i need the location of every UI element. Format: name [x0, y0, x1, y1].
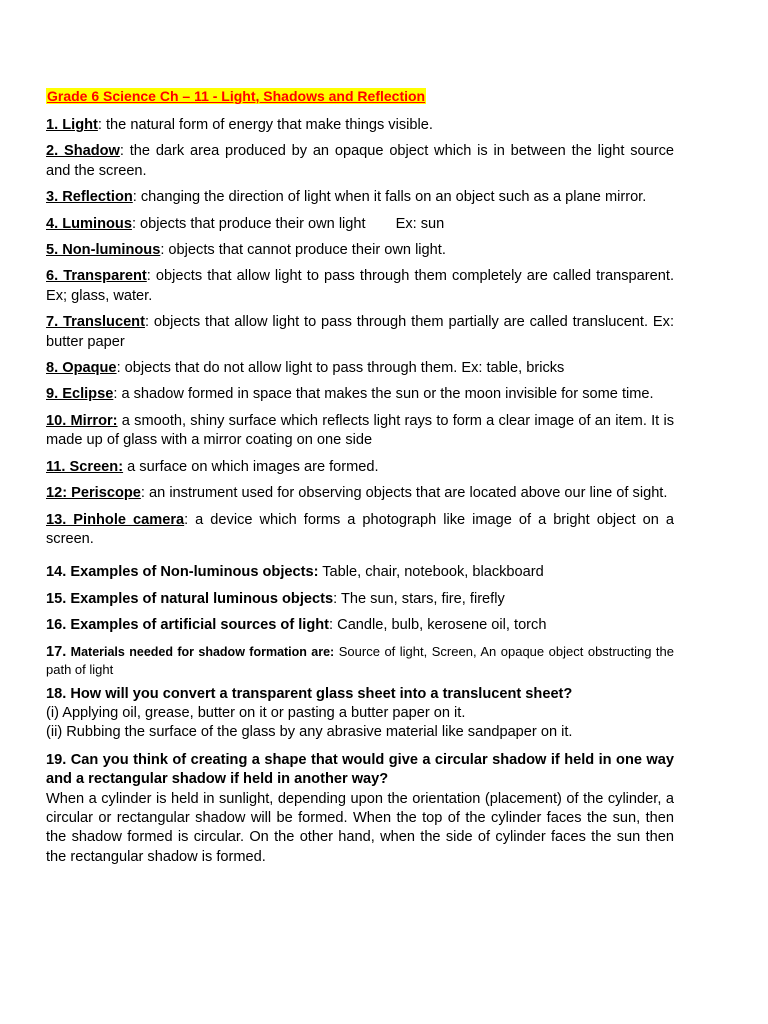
term-text: a smooth, shiny surface which reflects light rays to form a clear image of an item. It is made up of glass with a mirror coating on one side: [46, 412, 674, 449]
definition-transparent: [46, 267, 674, 306]
question-19: [46, 751, 674, 867]
term-label: 4. Luminous: [46, 215, 132, 232]
term-text: : a device which forms a photograph like image of a bright object on a screen.: [46, 511, 674, 547]
definition-light: [46, 116, 674, 135]
term-label: 6. Transparent: [46, 268, 147, 285]
definition-screen: [46, 458, 674, 477]
term-text: : a shadow formed in space that makes the sun or the moon invisible for some time.: [113, 386, 654, 403]
example-text: Table, chair, notebook, blackboard: [318, 564, 544, 581]
term-text: : objects that produce their own light: [131, 215, 366, 232]
definition-shadow: [46, 142, 674, 181]
term-label: 2. Shadow: [46, 143, 120, 160]
term-label: 7. Translucent: [46, 314, 145, 331]
examples-natural-luminous: [46, 590, 674, 609]
definition-periscope: [46, 484, 674, 503]
term-example: Ex: sun: [395, 215, 445, 232]
term-label: 5. Non-luminous: [46, 242, 161, 259]
term-label: 3. Reflection: [46, 189, 133, 206]
answer-line: (ii) Rubbing the surface of the glass by any abrasive material like sandpaper on it.: [46, 724, 573, 741]
item-text: Source of light, Screen, An opaque object obstructing the path of light: [46, 643, 675, 677]
item-number: 17: [46, 643, 63, 660]
term-label: 8. Opaque: [46, 360, 117, 377]
question-18: [46, 685, 674, 743]
example-text: : Candle, bulb, kerosene oil, torch: [329, 617, 547, 634]
term-text: a surface on which images are formed.: [123, 458, 379, 475]
term-text: : objects that do not allow light to pass through them. Ex: table, bricks: [116, 360, 565, 377]
example-label: 14. Examples of Non-luminous objects:: [46, 564, 319, 581]
answer-text: When a cylinder is held in sunlight, depending upon the orientation (placement) of the cylinder, a circular or rectangular shadow will be formed. When the top of the cylinder faces the sun, then the shadow formed is circular. On the other hand, when the side of cylinder faces the sun then the rectangular shadow is formed.: [46, 790, 674, 865]
question-text: 19. Can you think of creating a shape that would give a circular shadow if held in one way and a rectangular shadow if held in another way?: [46, 751, 674, 788]
answer-line: (i) Applying oil, grease, butter on it or pasting a butter paper on it.: [46, 704, 466, 721]
definition-translucent: [46, 313, 674, 352]
example-text: : The sun, stars, fire, firefly: [333, 590, 505, 607]
examples-non-luminous: [46, 563, 674, 582]
definition-pinhole-camera: [46, 511, 674, 550]
definition-reflection: [46, 188, 674, 207]
document-body: [46, 116, 674, 874]
definition-opaque: [46, 359, 674, 378]
term-text: : changing the direction of light when it falls on an object such as a plane mirror.: [132, 189, 647, 206]
term-text: : the dark area produced by an opaque object which is in between the light source and the screen.: [46, 143, 674, 179]
definition-mirror: [46, 412, 674, 451]
term-label: 1. Light: [46, 117, 98, 133]
page-title: [46, 86, 426, 106]
definition-luminous: [46, 215, 674, 234]
title-text: Grade 6 Science Ch – 11 - Light, Shadows and Reflection: [47, 88, 426, 104]
term-text: : objects that allow light to pass through them partially are called translucent. Ex: butter paper: [46, 314, 674, 350]
term-label: 9. Eclipse: [46, 386, 114, 403]
term-label: 12: Periscope: [46, 485, 141, 502]
item-dot: .: [62, 643, 67, 660]
definition-eclipse: [46, 385, 674, 404]
term-text: : an instrument used for observing objects that are located above our line of sight.: [140, 485, 668, 502]
term-text: : the natural form of energy that make things visible.: [97, 117, 433, 133]
example-label: 15. Examples of natural luminous objects: [46, 590, 334, 607]
term-label: 11. Screen:: [46, 458, 124, 475]
example-label: 16. Examples of artificial sources of light: [46, 617, 330, 634]
term-text: : objects that allow light to pass through them completely are called transparent. Ex; glass, water.: [46, 268, 674, 304]
examples-artificial-sources: [46, 616, 674, 635]
definition-non-luminous: [46, 241, 674, 260]
term-label: 13. Pinhole camera: [46, 511, 185, 528]
question-text: 18. How will you convert a transparent glass sheet into a translucent sheet?: [46, 685, 573, 702]
term-label: 10. Mirror:: [46, 412, 118, 429]
term-text: : objects that cannot produce their own light.: [160, 242, 446, 259]
shadow-formation-materials: [46, 643, 674, 679]
item-label: Materials needed for shadow formation are:: [66, 644, 335, 659]
